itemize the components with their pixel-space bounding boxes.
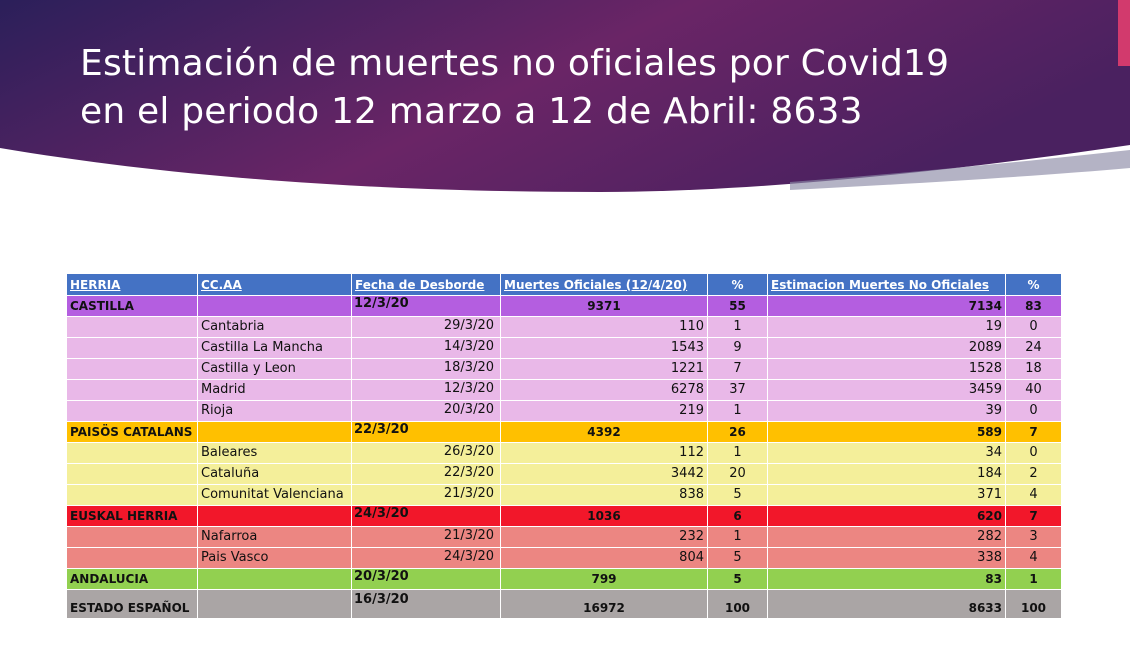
pct-cell: 100 bbox=[708, 590, 768, 619]
ccaa-cell bbox=[198, 296, 352, 317]
muertes-cell: 110 bbox=[501, 317, 708, 338]
est-cell: 7134 bbox=[768, 296, 1006, 317]
header-fecha: Fecha de Desborde bbox=[352, 274, 501, 296]
pct2-cell: 24 bbox=[1006, 338, 1062, 359]
pct-cell: 5 bbox=[708, 485, 768, 506]
ccaa-cell: Baleares bbox=[198, 443, 352, 464]
muertes-cell: 6278 bbox=[501, 380, 708, 401]
table-row bbox=[67, 338, 1062, 359]
muertes-cell: 112 bbox=[501, 443, 708, 464]
herria-cell: CASTILLA bbox=[67, 296, 198, 317]
muertes-cell: 4392 bbox=[501, 422, 708, 443]
table-row bbox=[67, 485, 1062, 506]
herria-cell: ANDALUCIA bbox=[67, 569, 198, 590]
header-herria: HERRIA bbox=[67, 274, 198, 296]
group-row-paisos-catalans bbox=[67, 422, 1062, 443]
ccaa-cell bbox=[198, 569, 352, 590]
est-cell: 3459 bbox=[768, 380, 1006, 401]
pct2-cell: 3 bbox=[1006, 527, 1062, 548]
table-row bbox=[67, 359, 1062, 380]
muertes-cell: 799 bbox=[501, 569, 708, 590]
pct-cell: 7 bbox=[708, 359, 768, 380]
muertes-cell: 9371 bbox=[501, 296, 708, 317]
table-row bbox=[67, 380, 1062, 401]
table-row bbox=[67, 317, 1062, 338]
est-cell: 39 bbox=[768, 401, 1006, 422]
table-row bbox=[67, 548, 1062, 569]
ccaa-cell: Comunitat Valenciana bbox=[198, 485, 352, 506]
pct-cell: 1 bbox=[708, 401, 768, 422]
pct2-cell: 4 bbox=[1006, 548, 1062, 569]
pct2-cell: 7 bbox=[1006, 506, 1062, 527]
slide-title-line-2: en el periodo 12 marzo a 12 de Abril: 8633 bbox=[80, 91, 863, 132]
muertes-cell: 232 bbox=[501, 527, 708, 548]
group-row-euskal-herria bbox=[67, 506, 1062, 527]
pct-cell: 5 bbox=[708, 548, 768, 569]
fecha-cell: 12/3/20 bbox=[352, 296, 501, 317]
ccaa-cell: Rioja bbox=[198, 401, 352, 422]
table-header-row bbox=[67, 274, 1062, 296]
fecha-cell: 21/3/20 bbox=[352, 485, 501, 506]
fecha-cell: 14/3/20 bbox=[352, 338, 501, 359]
pct2-cell: 40 bbox=[1006, 380, 1062, 401]
pct-cell: 1 bbox=[708, 443, 768, 464]
pct-cell: 26 bbox=[708, 422, 768, 443]
fecha-cell: 24/3/20 bbox=[352, 548, 501, 569]
table-row bbox=[67, 401, 1062, 422]
pct2-cell: 2 bbox=[1006, 464, 1062, 485]
est-cell: 34 bbox=[768, 443, 1006, 464]
pct2-cell: 100 bbox=[1006, 590, 1062, 619]
table-row bbox=[67, 443, 1062, 464]
pct-cell: 55 bbox=[708, 296, 768, 317]
group-row-andalucia bbox=[67, 569, 1062, 590]
pct-cell: 1 bbox=[708, 317, 768, 338]
muertes-cell: 219 bbox=[501, 401, 708, 422]
ccaa-cell: Cataluña bbox=[198, 464, 352, 485]
muertes-cell: 1221 bbox=[501, 359, 708, 380]
fecha-cell: 22/3/20 bbox=[352, 422, 501, 443]
fecha-cell: 21/3/20 bbox=[352, 527, 501, 548]
fecha-cell: 20/3/20 bbox=[352, 569, 501, 590]
pct2-cell: 7 bbox=[1006, 422, 1062, 443]
pct2-cell: 0 bbox=[1006, 401, 1062, 422]
fecha-cell: 22/3/20 bbox=[352, 464, 501, 485]
pct-cell: 9 bbox=[708, 338, 768, 359]
fecha-cell: 24/3/20 bbox=[352, 506, 501, 527]
muertes-cell: 804 bbox=[501, 548, 708, 569]
est-cell: 338 bbox=[768, 548, 1006, 569]
fecha-cell: 20/3/20 bbox=[352, 401, 501, 422]
pct2-cell: 0 bbox=[1006, 443, 1062, 464]
table-row bbox=[67, 527, 1062, 548]
corner-accent bbox=[1118, 0, 1130, 66]
muertes-cell: 3442 bbox=[501, 464, 708, 485]
herria-cell: EUSKAL HERRIA bbox=[67, 506, 198, 527]
est-cell: 184 bbox=[768, 464, 1006, 485]
header-muertes: Muertes Oficiales (12/4/20) bbox=[501, 274, 708, 296]
est-cell: 1528 bbox=[768, 359, 1006, 380]
pct2-cell: 0 bbox=[1006, 317, 1062, 338]
muertes-cell: 838 bbox=[501, 485, 708, 506]
pct2-cell: 1 bbox=[1006, 569, 1062, 590]
pct-cell: 1 bbox=[708, 527, 768, 548]
pct2-cell: 83 bbox=[1006, 296, 1062, 317]
fecha-cell: 26/3/20 bbox=[352, 443, 501, 464]
covid-deaths-table bbox=[66, 273, 1062, 619]
header-pct: % bbox=[708, 274, 768, 296]
slide-title bbox=[80, 40, 1060, 136]
slide-title-line-1: Estimación de muertes no oficiales por Covid19 bbox=[80, 43, 950, 84]
ccaa-cell: Madrid bbox=[198, 380, 352, 401]
est-cell: 83 bbox=[768, 569, 1006, 590]
total-row-estado-espanol bbox=[67, 590, 1062, 619]
pct2-cell: 18 bbox=[1006, 359, 1062, 380]
header-estimacion: Estimacion Muertes No Oficiales bbox=[768, 274, 1006, 296]
pct-cell: 20 bbox=[708, 464, 768, 485]
est-cell: 2089 bbox=[768, 338, 1006, 359]
pct2-cell: 4 bbox=[1006, 485, 1062, 506]
est-cell: 19 bbox=[768, 317, 1006, 338]
est-cell: 8633 bbox=[768, 590, 1006, 619]
pct-cell: 37 bbox=[708, 380, 768, 401]
ccaa-cell bbox=[198, 590, 352, 619]
muertes-cell: 1543 bbox=[501, 338, 708, 359]
est-cell: 620 bbox=[768, 506, 1006, 527]
header-ccaa: CC.AA bbox=[198, 274, 352, 296]
ccaa-cell: Castilla y Leon bbox=[198, 359, 352, 380]
ccaa-cell: Pais Vasco bbox=[198, 548, 352, 569]
ccaa-cell bbox=[198, 422, 352, 443]
pct-cell: 5 bbox=[708, 569, 768, 590]
ccaa-cell: Nafarroa bbox=[198, 527, 352, 548]
pct-cell: 6 bbox=[708, 506, 768, 527]
muertes-cell: 1036 bbox=[501, 506, 708, 527]
fecha-cell: 29/3/20 bbox=[352, 317, 501, 338]
header-pct2: % bbox=[1006, 274, 1062, 296]
est-cell: 371 bbox=[768, 485, 1006, 506]
table-row bbox=[67, 464, 1062, 485]
ccaa-cell bbox=[198, 506, 352, 527]
herria-cell: PAISÖS CATALANS bbox=[67, 422, 198, 443]
est-cell: 589 bbox=[768, 422, 1006, 443]
herria-cell: ESTADO ESPAÑOL bbox=[67, 590, 198, 619]
ccaa-cell: Cantabria bbox=[198, 317, 352, 338]
fecha-cell: 16/3/20 bbox=[352, 590, 501, 619]
fecha-cell: 12/3/20 bbox=[352, 380, 501, 401]
fecha-cell: 18/3/20 bbox=[352, 359, 501, 380]
est-cell: 282 bbox=[768, 527, 1006, 548]
muertes-cell: 16972 bbox=[501, 590, 708, 619]
ccaa-cell: Castilla La Mancha bbox=[198, 338, 352, 359]
group-row-castilla bbox=[67, 296, 1062, 317]
